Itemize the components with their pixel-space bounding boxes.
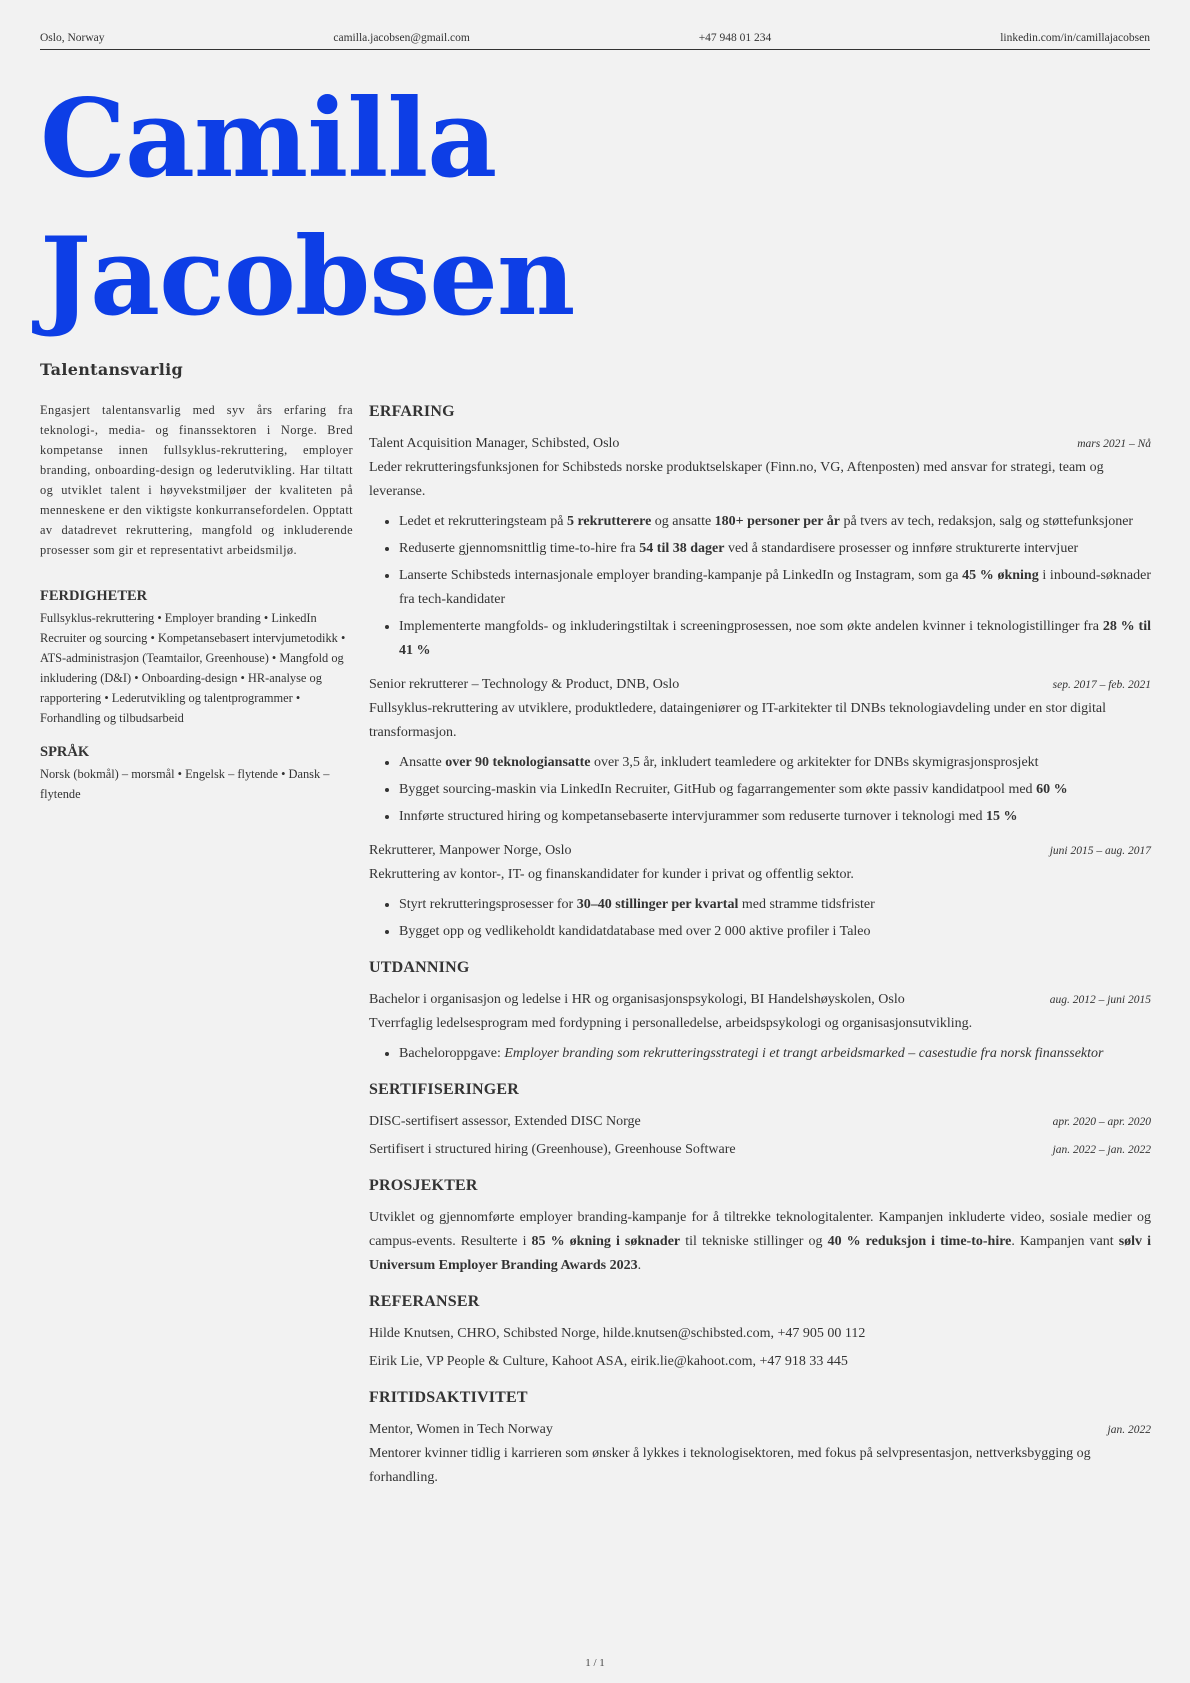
- reference-item: Hilde Knutsen, CHRO, Schibsted Norge, hilde.knutsen@schibsted.com, +47 905 00 112: [369, 1326, 866, 1341]
- certifications-heading: SERTIFISERINGER: [369, 1081, 520, 1098]
- bullet-item: • Lanserte Schibsteds internasjonale employer branding-kampanje på LinkedIn og Instagram, som ga 45 % økning i inbound-søknader fra tech-kandidater: [399, 564, 1151, 612]
- bullet-item: • Reduserte gjennomsnittlig time-to-hire fra 54 til 38 dager ved å standardisere prosesser og innføre strukturerte intervjuer: [399, 537, 1151, 561]
- entry-role: Senior rekrutterer – Technology & Product, DNB, Oslo: [369, 677, 680, 692]
- experience-section: [369, 400, 1151, 944]
- bullet-item: • Ansatte over 90 teknologiansatte over 3,5 år, inkludert teamledere og arkitekter for DNBs skymigrasjonsprosjekt: [399, 751, 1151, 775]
- certification-date: jan. 2022 – jan. 2022: [1052, 1144, 1151, 1156]
- contact-bar: [40, 32, 1150, 50]
- certifications-section: [369, 1078, 1151, 1162]
- bullet-item: • Bygget sourcing-maskin via LinkedIn Recruiter, GitHub og fagarrangementer som økte passiv kandidatpool med 60 %: [399, 778, 1151, 802]
- thesis-item: • Bacheloroppgave: Employer branding som rekrutteringsstrategi i et trangt arbeidsmarked – casestudie fra norsk finanssektor: [399, 1042, 1151, 1066]
- main-content: [369, 400, 1151, 1502]
- skills-list: Fullsyklus-rekruttering • Employer branding • LinkedIn Recruiter og sourcing • Kompetansebasert intervjumetodikk • ATS-administrasjon (Teamtailor, Greenhouse) • Mangfold og inkludering (D&I) • Onboarding-design • HR-analyse og rapportering • Lederutvikling og talentprogrammer • Forhandling og tilbudsarbeid: [40, 611, 346, 725]
- experience-entry: [369, 432, 1151, 663]
- reference-item: Eirik Lie, VP People & Culture, Kahoot ASA, eirik.lie@kahoot.com, +47 918 33 445: [369, 1354, 848, 1369]
- activity-description: Mentorer kvinner tidlig i karrieren som ønsker å lykkes i teknologisektoren, med fokus på selvpresentasjon, nettverksbygging og forhandling.: [369, 1446, 1091, 1485]
- last-name: Jacobsen: [40, 214, 575, 340]
- education-date: aug. 2012 – juni 2015: [1049, 994, 1151, 1006]
- bullet-item: • Implementerte mangfolds- og inkluderingstiltak i screeningprosessen, noe som økte andelen kvinner i teknologistillinger fra 28 % til 41 %: [399, 615, 1151, 663]
- projects-heading: PROSJEKTER: [369, 1177, 478, 1194]
- entry-date: sep. 2017 – feb. 2021: [1052, 679, 1151, 691]
- sidebar: [40, 400, 353, 804]
- activities-heading: FRITIDSAKTIVITET: [369, 1389, 528, 1406]
- entry-bullets: [369, 510, 1151, 663]
- education-degree: Bachelor i organisasjon og ledelse i HR og organisasjonspsykologi, BI Handelshøyskolen, Oslo: [369, 992, 905, 1007]
- page-indicator: 1 / 1: [585, 1657, 605, 1669]
- education-description: Tverrfaglig ledelsesprogram med fordypning i personalledelse, arbeidspsykologi og organisasjonsutvikling.: [369, 1016, 973, 1031]
- contact-linkedin[interactable]: linkedin.com/in/camillajacobsen: [1000, 32, 1150, 44]
- experience-entry: [369, 839, 1151, 944]
- references-section: [369, 1290, 1151, 1374]
- contact-location: Oslo, Norway: [40, 32, 105, 44]
- education-heading: UTDANNING: [369, 959, 470, 976]
- bullet-item: • Bygget opp og vedlikeholdt kandidatdatabase med over 2 000 aktive profiler i Taleo: [399, 920, 1151, 944]
- candidate-name: [40, 70, 574, 346]
- contact-email[interactable]: camilla.jacobsen@gmail.com: [333, 32, 470, 44]
- entry-date: mars 2021 – Nå: [1077, 438, 1151, 450]
- certification-date: apr. 2020 – apr. 2020: [1052, 1116, 1151, 1128]
- certification-name: Sertifisert i structured hiring (Greenhouse), Greenhouse Software: [369, 1142, 736, 1157]
- entry-description: Fullsyklus-rekruttering av utviklere, produktledere, dataingeniører og IT-arkitekter til DNBs teknologiavdeling under en stor digital transformasjon.: [369, 701, 1107, 740]
- first-name: Camilla: [40, 76, 497, 202]
- activity-role: Mentor, Women in Tech Norway: [369, 1422, 553, 1437]
- entry-description: Leder rekrutteringsfunksjonen for Schibsteds norske produktselskaper (Finn.no, VG, Aftenposten) med ansvar for strategi, team og leveranse.: [369, 460, 1104, 499]
- project-description: Utviklet og gjennomførte employer branding-kampanje for å tiltrekke teknologitalenter. Kampanjen inkluderte video, sosiale medier og campus-events. Resulterte i 85 % økning i søknader til tekniske stillinger og 40 % reduksjon i time-to-hire. Kampanjen vant sølv i Universum Employer Branding Awards 2023.: [369, 1210, 1152, 1273]
- certification-name: DISC-sertifisert assessor, Extended DISC Norge: [369, 1114, 641, 1129]
- bullet-item: • Innførte structured hiring og kompetansebaserte intervjurammer som reduserte turnover i teknologi med 15 %: [399, 805, 1151, 829]
- references-heading: REFERANSER: [369, 1293, 480, 1310]
- languages-list: Norsk (bokmål) – morsmål • Engelsk – flytende • Dansk – flytende: [40, 767, 330, 801]
- entry-description: Rekruttering av kontor-, IT- og finanskandidater for kunder i privat og offentlig sektor.: [369, 867, 854, 882]
- bullet-item: • Ledet et rekrutteringsteam på 5 rekrutterere og ansatte 180+ personer per år på tvers av tech, redaksjon, salg og støttefunksjoner: [399, 510, 1151, 534]
- job-title: Talentansvarlig: [40, 360, 183, 379]
- education-section: [369, 956, 1151, 1066]
- summary: Engasjert talentansvarlig med syv års erfaring fra teknologi-, media- og finanssektoren i Norge. Bred kompetanse innen fullsyklus-rekruttering, employer branding, onboarding-design og lederutvikling. Har tiltatt og utviklet talent i høyvekstmiljøer der kvaliteten på menneskene er den viktigste konkurransefordelen. Opptatt av datadrevet rekruttering, mangfold og inkluderende prosesser som gir et representativt arbeidsmiljø.: [40, 403, 353, 557]
- entry-role: Rekrutterer, Manpower Norge, Oslo: [369, 843, 572, 858]
- entry-bullets: [369, 751, 1151, 829]
- bullet-item: • Styrt rekrutteringsprosesser for 30–40 stillinger per kvartal med stramme tidsfrister: [399, 893, 1151, 917]
- experience-entry: [369, 673, 1151, 829]
- skills-heading: FERDIGHETER: [40, 588, 148, 604]
- activity-date: jan. 2022: [1107, 1424, 1151, 1436]
- activities-section: [369, 1386, 1151, 1490]
- projects-section: [369, 1174, 1151, 1278]
- entry-role: Talent Acquisition Manager, Schibsted, Oslo: [369, 436, 620, 451]
- experience-heading: ERFARING: [369, 403, 455, 420]
- languages-heading: SPRÅK: [40, 744, 90, 760]
- entry-date: juni 2015 – aug. 2017: [1049, 845, 1151, 857]
- contact-phone[interactable]: +47 948 01 234: [698, 32, 772, 44]
- entry-bullets: [369, 893, 1151, 944]
- education-bullets: [369, 1042, 1151, 1066]
